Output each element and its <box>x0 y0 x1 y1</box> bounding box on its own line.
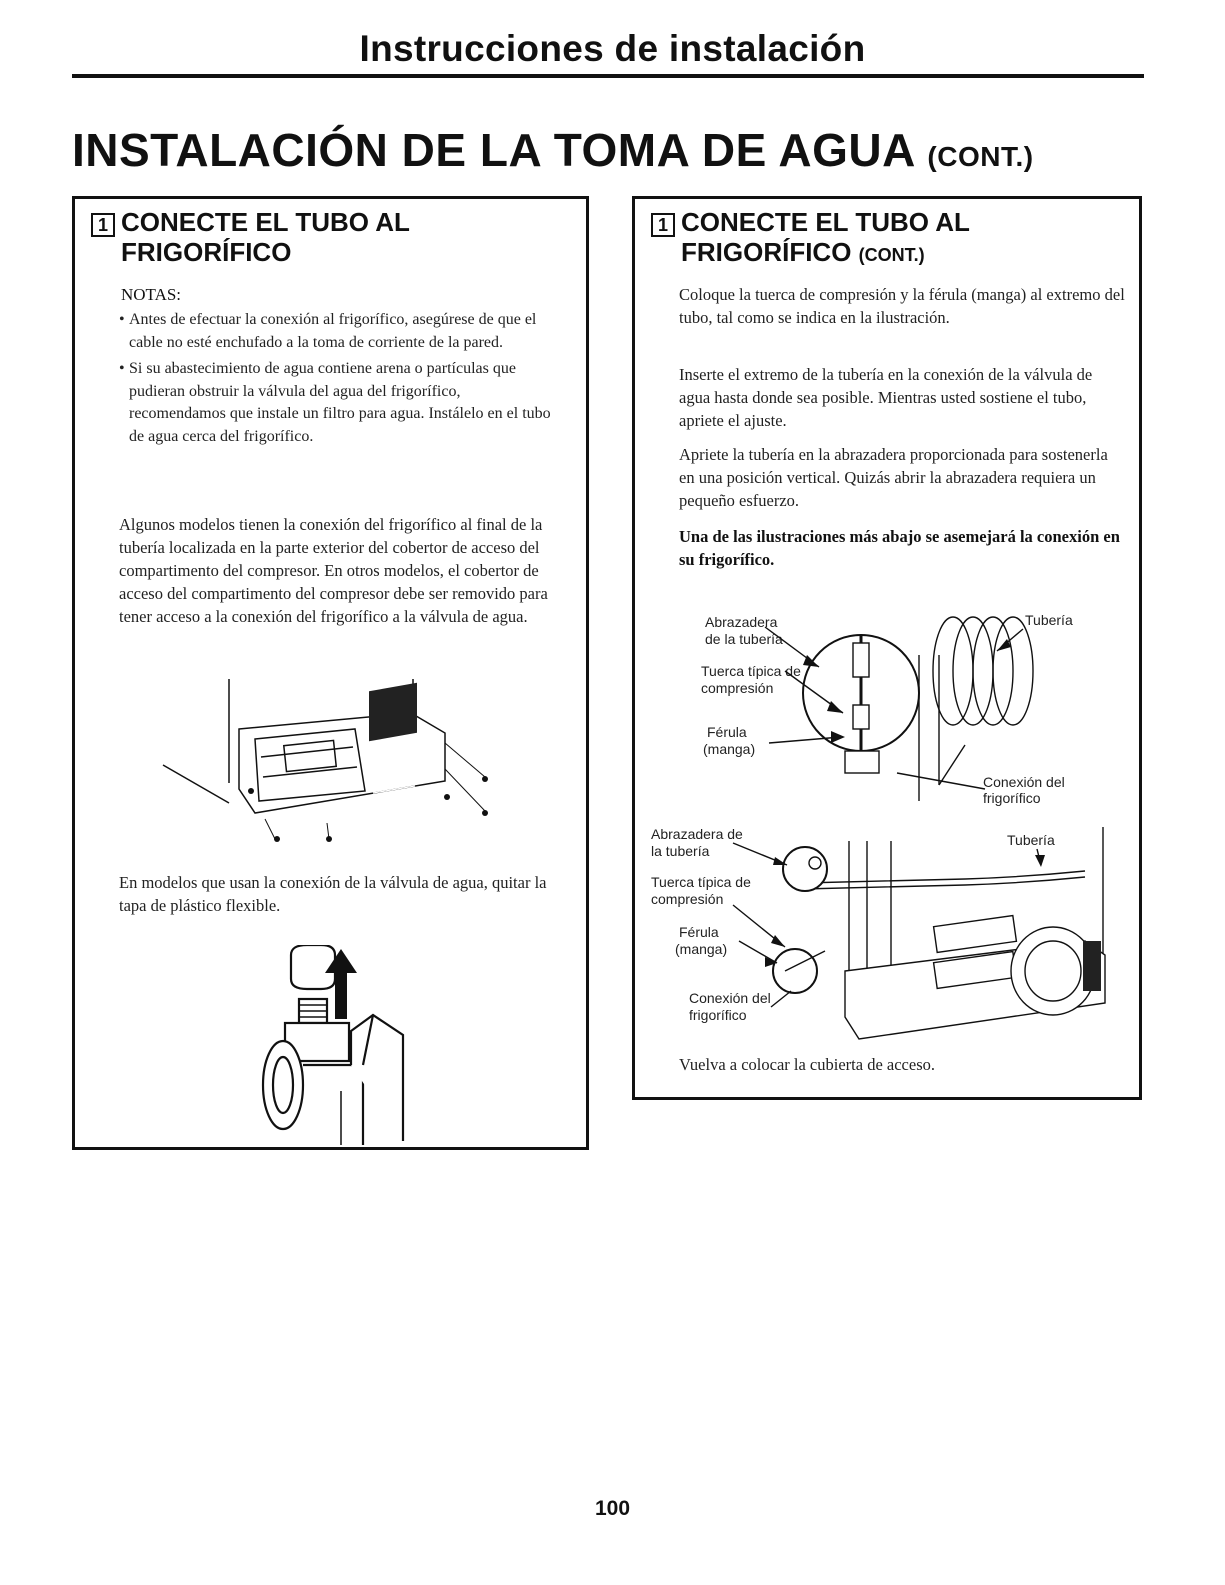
section-title-cont: (CONT.) <box>927 141 1034 172</box>
d2-tubing: Tubería <box>1007 832 1055 848</box>
header-title: Instrucciones de instalación <box>359 28 866 69</box>
d2-clamp-line2: la tubería <box>651 843 710 859</box>
d2-conn-line2: frigorífico <box>689 1007 747 1023</box>
right-step-title-line2-row <box>681 237 970 270</box>
d2-ferrule-line2: (manga) <box>675 941 728 957</box>
d1-conn-line2: frigorífico <box>983 790 1041 806</box>
notes-label: NOTAS: <box>121 285 182 304</box>
step-number-box: 1 <box>91 213 115 237</box>
right-panel <box>632 196 1142 1100</box>
left-step-title-line1: CONECTE EL TUBO AL <box>121 207 410 237</box>
right-final-paragraph: Vuelva a colocar la cubierta de acceso. <box>679 1055 935 1074</box>
header-rule <box>72 74 1144 78</box>
right-paragraph-2: Inserte el extremo de la tubería en la conexión de la válvula de agua hasta donde sea posible. Mientras usted sostiene el tubo, apriete el ajuste. <box>679 365 1093 430</box>
d2-clamp-line1: Abrazadera de <box>651 826 743 842</box>
left-paragraph: Algunos modelos tienen la conexión del frigorífico al final de la tubería localizada en la parte exterior del cobertor de acceso del compartimento del compresor. En otros modelos, el cobertor de acceso del compartimento del compresor debe ser removido para tener acceso a la conexión del frigorífico a la válvula de agua. <box>119 515 548 626</box>
right-paragraph-3: Apriete la tubería en la abrazadera proporcionada para sostenerla en una posición vertical. Quizás abrir la abrazadera requiera un pequeño esfuerzo. <box>679 445 1108 510</box>
right-step-title-line1: CONECTE EL TUBO AL <box>681 207 970 237</box>
section-title <box>72 123 1034 177</box>
valve-cap-illustration <box>255 945 435 1145</box>
connection-diagram-2 <box>635 821 1139 1051</box>
left-step-title-line2: FRIGORÍFICO <box>121 237 292 267</box>
connection-diagram-1 <box>635 595 1139 825</box>
right-bold-paragraph: Una de las ilustraciones más abajo se asemejará la conexión en su frigorífico. <box>679 527 1120 569</box>
d1-tubing: Tubería <box>1025 612 1073 628</box>
d2-nut-line2: compresión <box>651 891 724 907</box>
right-step-title-line2: FRIGORÍFICO <box>681 237 852 267</box>
right-step-title <box>681 207 970 270</box>
section-title-text: INSTALACIÓN DE LA TOMA DE AGUA <box>72 124 915 176</box>
d1-clamp-line1: Abrazadera <box>705 614 778 630</box>
d1-ferrule-line1: Férula <box>707 724 747 740</box>
right-step-title-cont: (CONT.) <box>858 245 925 265</box>
d1-nut-line2: compresión <box>701 680 774 696</box>
d2-nut-line1: Tuerca típica de <box>651 874 751 890</box>
left-step-title <box>121 207 410 267</box>
right-paragraph-1: Coloque la tuerca de compresión y la férula (manga) al extremo del tubo, tal como se indica en la ilustración. <box>679 285 1125 327</box>
d1-nut-line1: Tuerca típica de <box>701 663 801 679</box>
left-paragraph-2: En modelos que usan la conexión de la válvula de agua, quitar la tapa de plástico flexible. <box>119 873 547 915</box>
d2-conn-line1: Conexión del <box>689 990 771 1006</box>
d1-clamp-line2: de la tubería <box>705 631 783 647</box>
d1-conn-line1: Conexión del <box>983 774 1065 790</box>
access-cover-illustration <box>155 673 495 843</box>
left-panel <box>72 196 589 1150</box>
step-number-box: 1 <box>651 213 675 237</box>
note-item: • Si su abastecimiento de agua contiene arena o partículas que pudieran obstruir la válvula del agua del frigorífico, recomendamos que instale un filtro para agua. Instálelo en el tubo de agua cerca del frigorífico. <box>119 358 559 448</box>
note-item: • Antes de efectuar la conexión al frigorífico, asegúrese de que el cable no esté enchufado a la toma de corriente de la pared. <box>119 309 559 354</box>
d2-ferrule-line1: Férula <box>679 924 719 940</box>
d1-ferrule-line2: (manga) <box>703 741 756 757</box>
page-number: 100 <box>594 1497 631 1520</box>
notes-list <box>119 309 559 452</box>
